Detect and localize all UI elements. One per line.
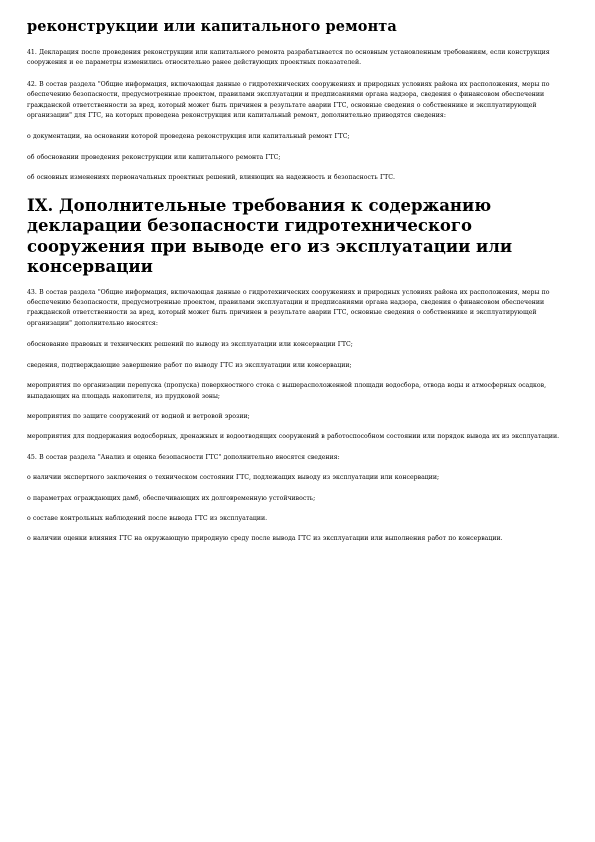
paragraph-41: 41. Декларация после проведения реконструкции или капитального ремонта разрабатывается по основным установленным требованиям, если конструкция сооружения и ее параметры изменились относительно ранее действующих проектных показателей.	[27, 49, 550, 67]
list-item: об основных изменениях первоначальных проектных решений, влияющих на надежность и безопасность ГТС.	[27, 174, 395, 182]
paragraph-45: 45. В состав раздела "Анализ и оценка безопасности ГТС" дополнительно вносятся сведения:	[27, 453, 340, 461]
list-item: мероприятия для поддержания водосборных, дренажных и водоотводящих сооружений в работоспособном состоянии или порядок вывода их из эксплуатации.	[27, 433, 560, 441]
list-item: обоснование правовых и технических решений по выводу из эксплуатации или консервации ГТС;	[27, 341, 353, 349]
heading-continuation: реконструкции или капитального ремонта	[27, 18, 397, 35]
list-item: о составе контрольных наблюдений после вывода ГТС из эксплуатации.	[27, 514, 268, 522]
section-heading-ix: IX. Дополнительные требования к содержанию декларации безопасности гидротехнического сооружения при выводе его из эксплуатации или консервации	[27, 195, 513, 277]
list-item: о наличии экспертного заключения о техническом состоянии ГТС, подлежащих выводу из эксплуатации или консервации;	[27, 474, 440, 482]
list-item: мероприятия по защите сооружений от водной и ветровой эрозии;	[27, 412, 250, 420]
list-item: сведения, подтверждающие завершение работ по выводу ГТС из эксплуатации или консервации;	[27, 361, 352, 369]
paragraph-42: 42. В состав раздела "Общие информация, включающая данные о гидротехнических сооружениях и природных условиях района их расположения, меры по обеспечению безопасности, предусмотренные проектом, правилами эксплуатации и предписаниями органа надзора, сведения о финансовом обеспечении гражданской ответственности за вред, который может быть причинен в результате аварии ГТС, основные сведения о собственнике и эксплуатирующей организации" для ГТС, на которых проведена реконструкция или капитальный ремонт, дополнительно приводятся сведения:	[27, 80, 550, 120]
list-item: об обосновании проведения реконструкции или капитального ремонта ГТС;	[27, 153, 281, 161]
list-item: о наличии оценки влияния ГТС на окружающую природную среду после вывода ГТС из эксплуатации или выполнения работ по консервации.	[27, 535, 503, 543]
list-item: о документации, на основании которой проведена реконструкция или капитальный ремонт ГТС;	[27, 133, 350, 141]
list-item: о параметрах ограждающих дамб, обеспечивающих их долговременную устойчивость;	[27, 494, 316, 502]
paragraph-43: 43. В состав раздела "Общие информация, включающая данные о гидротехнических сооружениях и природных условиях района их расположения, меры по обеспечению безопасности, предусмотренные проектом, правилами эксплуатации и предписаниями органа надзора, сведения о финансовом обеспечении гражданской ответственности за вред, который может быть причинен в результате аварии ГТС, основные сведения о собственнике и эксплуатирующей организации" дополнительно вносятся:	[27, 288, 550, 327]
document-page	[27, 18, 564, 555]
list-item: мероприятия по организации перепуска (пропуска) поверхностного стока с вышерасположенной площади водосбора, отвода воды и атмосферных осадков, выпадающих на площадь накопителя, из прудковой зоны;	[27, 382, 547, 400]
